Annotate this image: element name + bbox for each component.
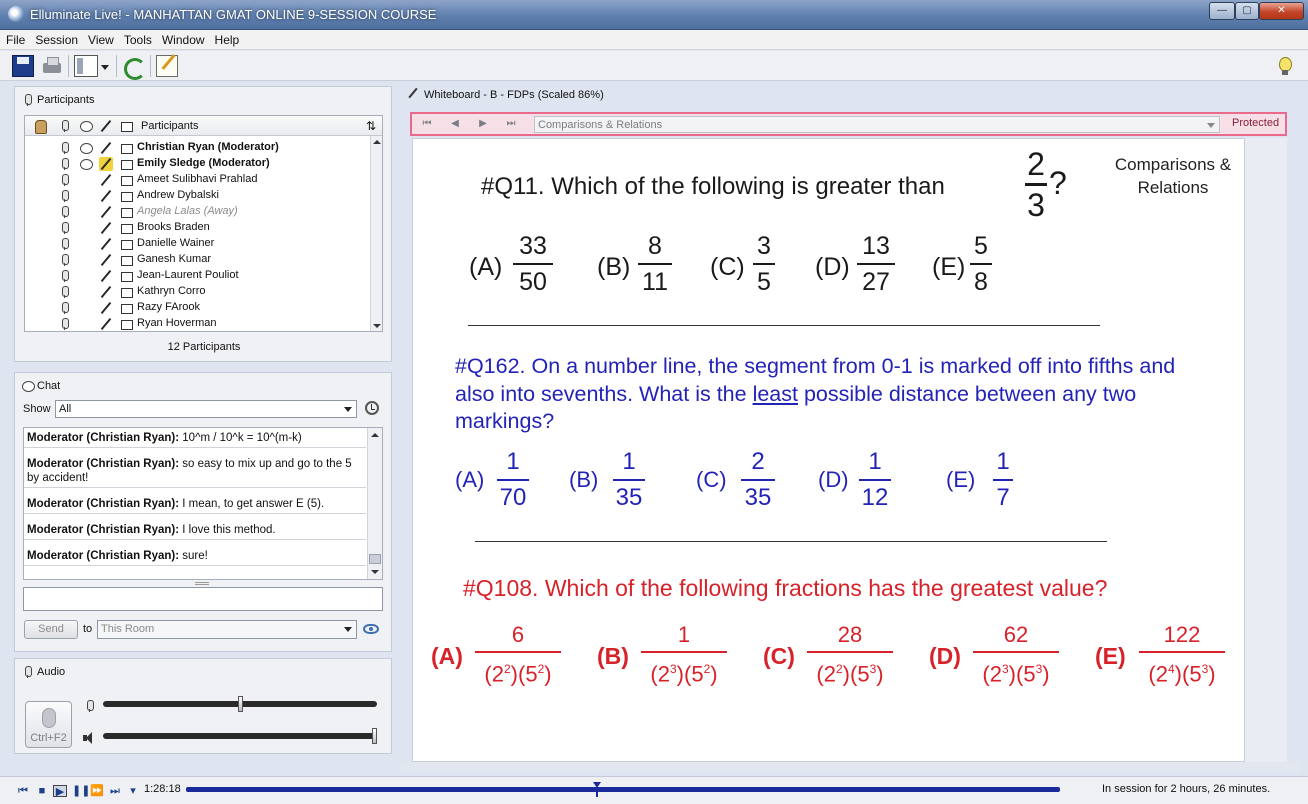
answer-fraction: [497, 447, 529, 513]
toolbar: [0, 51, 1308, 81]
exponent: 3: [1035, 662, 1043, 676]
whiteboard-title: Whiteboard - B - FDPs (Scaled 86%): [424, 89, 604, 101]
fraction-numerator: 28: [837, 622, 863, 647]
whiteboard-pen-icon: [99, 285, 113, 299]
app-share-icon: [119, 317, 133, 331]
fraction-bar: [970, 263, 992, 265]
participant-name: Ameet Sulibhavi Prahlad: [137, 173, 258, 185]
microphone-icon: [58, 205, 72, 219]
exponent: 3: [669, 662, 677, 676]
chat-icon: [79, 119, 93, 133]
audio-header: [21, 665, 65, 678]
fraction-denominator: 50: [519, 268, 547, 296]
answer-option-label: (A): [431, 643, 463, 669]
menu-bar: [0, 30, 1308, 50]
base: 5: [525, 661, 538, 687]
microphone-icon: [58, 237, 72, 251]
app-share-icon: [119, 189, 133, 203]
whiteboard-footer: [400, 762, 1300, 772]
previous-page-icon[interactable]: ◀: [451, 118, 459, 129]
exponent: 3: [1001, 662, 1009, 676]
fraction-denominator: 11: [642, 268, 668, 296]
microphone-icon: [58, 141, 72, 155]
participant-row[interactable]: [25, 220, 370, 236]
audio-panel: [14, 658, 392, 754]
participants-table: [24, 115, 383, 332]
fraction-numerator: 1: [996, 448, 1010, 475]
microphone-icon: [58, 173, 72, 187]
microphone-icon: [58, 269, 72, 283]
microphone-icon: [58, 189, 72, 203]
chat-icon: [79, 141, 93, 155]
maximize-button[interactable]: ▢: [1235, 2, 1259, 20]
base: 5: [691, 661, 704, 687]
topic-line: Comparisons &: [1114, 155, 1232, 174]
q162-text-before: #Q162. On a number line, the segment from 0-1 is marked off into fifths and also into sevenths. What is the: [455, 354, 1176, 406]
audio-title: Audio: [37, 666, 66, 678]
participant-row[interactable]: [25, 316, 370, 332]
whiteboard-header: [408, 88, 604, 101]
topic-label: [1103, 153, 1243, 199]
send-button[interactable]: Send: [24, 620, 78, 639]
chat-sender: Moderator (Christian Ryan):: [27, 458, 180, 470]
whiteboard-pen-icon: [99, 221, 113, 235]
chat-input[interactable]: [23, 587, 383, 611]
answer-fraction: [638, 231, 672, 297]
fraction-bar: [741, 479, 775, 481]
chat-sender: Moderator (Christian Ryan):: [27, 550, 180, 562]
chevron-down-icon[interactable]: ▾: [130, 785, 136, 797]
answer-fraction: [475, 621, 561, 688]
talk-shortcut-label: Ctrl+F2: [30, 732, 67, 744]
exponent: 2: [703, 662, 711, 676]
participant-name: Brooks Braden: [137, 221, 210, 233]
chevron-down-icon: [1207, 123, 1215, 128]
recipient-value: This Room: [101, 623, 155, 635]
answer-option-label: (E): [1095, 643, 1126, 669]
protected-badge: Protected: [1232, 117, 1280, 129]
answer-fraction: [973, 621, 1059, 688]
whiteboard-canvas[interactable]: [412, 138, 1245, 762]
fraction-denominator: 8: [974, 268, 988, 296]
fraction-bar: [753, 263, 775, 265]
base: 2: [491, 661, 504, 687]
exponent: 4: [1167, 662, 1175, 676]
fraction-numerator: 2: [1027, 146, 1045, 182]
fraction-numerator: 1: [677, 622, 691, 647]
whiteboard-margin: [1245, 138, 1287, 762]
next-page-icon[interactable]: ▶: [479, 118, 487, 129]
answer-fraction: [807, 621, 893, 688]
chevron-down-icon: [344, 407, 352, 412]
timeline-thumb[interactable]: [593, 782, 601, 798]
whiteboard-pen-icon: [99, 253, 113, 267]
participant-row[interactable]: [25, 300, 370, 316]
fraction-denominator: $(2^2)(5^2)$: [484, 661, 552, 687]
answer-fraction: [993, 447, 1013, 513]
fraction-numerator: 33: [519, 232, 547, 260]
scroll-down-icon[interactable]: [373, 324, 381, 328]
page-select-value: Comparisons & Relations: [538, 119, 663, 131]
chat-text: 10^m / 10^k = 10^(m-k): [179, 432, 302, 444]
speaker-volume-slider[interactable]: [103, 733, 377, 739]
participant-name: Razy FArook: [137, 301, 200, 313]
to-label: to: [83, 623, 93, 635]
playback-timecode: 1:28:18: [144, 783, 181, 795]
participant-name: Emily Sledge (Moderator): [137, 157, 270, 169]
answer-option-label: (E): [946, 467, 976, 492]
clock-icon[interactable]: [365, 401, 379, 415]
answer-fraction: [857, 231, 895, 297]
page-select[interactable]: [534, 116, 1220, 133]
participants-header: [21, 93, 94, 106]
fraction-denominator: $(2^3)(5^2)$: [650, 661, 718, 687]
base: 5: [857, 661, 870, 687]
answer-option-label: (C): [763, 643, 795, 669]
participant-name: Jean-Laurent Pouliot: [137, 269, 239, 281]
recipient-select[interactable]: [97, 620, 357, 639]
skip-back-icon[interactable]: ⏮: [18, 785, 28, 797]
window-title: Elluminate Live! - MANHATTAN GMAT ONLINE 9-SESSION COURSE: [30, 7, 437, 22]
fraction-numerator: 3: [757, 232, 771, 260]
microphone-icon: [58, 221, 72, 235]
chat-log: [23, 427, 383, 580]
fraction-denominator: 35: [615, 484, 643, 511]
fraction-numerator: 8: [648, 232, 662, 260]
q11-question-mark: ?: [1049, 165, 1067, 201]
skip-forward-icon[interactable]: ⏭: [110, 785, 120, 797]
answer-option-label: (B): [597, 643, 629, 669]
participant-row[interactable]: [25, 204, 370, 220]
participant-row[interactable]: [25, 236, 370, 252]
fraction-numerator: 1: [506, 448, 520, 475]
chat-icon: [79, 157, 93, 171]
topic-line: Relations: [1137, 178, 1209, 197]
notes-icon[interactable]: [156, 55, 178, 77]
toolbar-separator: [68, 55, 69, 77]
show-filter-value: All: [59, 403, 72, 415]
last-page-icon[interactable]: ⏭: [506, 118, 516, 129]
base: 5: [1189, 661, 1202, 687]
chevron-down-icon[interactable]: [101, 65, 109, 70]
participants-title: Participants: [37, 94, 95, 106]
chat-message: [24, 546, 366, 566]
microphone-icon: [58, 285, 72, 299]
q162-underlined-word: least: [752, 381, 798, 406]
minimize-button[interactable]: —: [1209, 2, 1235, 20]
microphone-icon: [21, 665, 31, 676]
participant-name: Ryan Hoverman: [137, 317, 217, 329]
q162-text-after: possible distance between any two markings?: [455, 381, 1137, 433]
participant-name: Angela Lalas (Away): [137, 205, 238, 217]
chat-sender: Moderator (Christian Ryan):: [27, 432, 180, 444]
answer-fraction: [613, 447, 645, 513]
chat-text: so easy to mix up and go to the 5 by accident!: [27, 458, 352, 484]
whiteboard-pen-icon: [99, 317, 113, 331]
participants-icon: [21, 93, 31, 104]
speaker-icon: [81, 731, 95, 745]
toolbar-separator: [150, 55, 151, 77]
fraction-denominator: 5: [757, 268, 771, 296]
base: 5: [1023, 661, 1036, 687]
fraction-denominator: 3: [1027, 187, 1045, 223]
participant-name: Christian Ryan (Moderator): [137, 141, 279, 153]
participants-table-header: [25, 116, 383, 136]
microphone-icon: [58, 317, 72, 331]
chat-text: I mean, to get answer E (5).: [179, 498, 325, 510]
show-label: Show: [23, 403, 51, 415]
fraction-bar: [807, 651, 893, 653]
chat-text: I love this method.: [179, 524, 276, 536]
first-page-icon[interactable]: ⏮: [422, 118, 432, 129]
app-share-icon: [119, 119, 133, 133]
base: 2: [657, 661, 670, 687]
fraction-bar: [641, 651, 727, 653]
session-status: In session for 2 hours, 26 minutes.: [1102, 783, 1271, 795]
app-share-icon: [119, 237, 133, 251]
answer-option-label: (C): [710, 253, 745, 281]
participant-name: Kathryn Corro: [137, 285, 206, 297]
whiteboard-pen-icon: [99, 189, 113, 203]
answer-option-label: (A): [455, 467, 485, 492]
hand-raise-icon[interactable]: [33, 119, 47, 133]
close-button[interactable]: ✕: [1259, 2, 1304, 20]
eye-icon[interactable]: [363, 624, 379, 634]
fraction-bar: [859, 479, 891, 481]
fraction-numerator: 5: [974, 232, 988, 260]
answer-option-label: (B): [569, 467, 599, 492]
participant-row[interactable]: [25, 268, 370, 284]
menu-tools[interactable]: Tools: [123, 33, 152, 47]
fraction-denominator: 27: [862, 268, 890, 296]
slider-thumb[interactable]: [238, 696, 243, 712]
chat-message: [24, 428, 366, 448]
fraction-numerator: 1: [622, 448, 636, 475]
playback-bar: [0, 776, 1308, 804]
microphone-icon: [58, 253, 72, 267]
fraction-bar: [475, 651, 561, 653]
exponent: 3: [1201, 662, 1209, 676]
fraction-numerator: 13: [862, 232, 890, 260]
fraction-denominator: $(2^2)(5^3)$: [816, 661, 884, 687]
scroll-up-icon[interactable]: [371, 433, 379, 437]
menu-window[interactable]: Window: [161, 33, 205, 47]
app-share-icon: [119, 221, 133, 235]
participants-column-header[interactable]: Participants: [141, 120, 199, 132]
toolbar-separator: [116, 55, 117, 77]
lightbulb-icon[interactable]: [1274, 55, 1296, 77]
participant-name: Danielle Wainer: [137, 237, 215, 249]
stop-icon[interactable]: ■: [38, 785, 46, 797]
app-share-icon: [119, 269, 133, 283]
chat-sender: Moderator (Christian Ryan):: [27, 498, 180, 510]
save-icon[interactable]: [12, 55, 34, 77]
scroll-thumb[interactable]: [369, 554, 381, 564]
chat-header: [21, 379, 60, 392]
exponent: 2: [503, 662, 511, 676]
participant-name: Andrew Dybalski: [137, 189, 219, 201]
q11-target-fraction: [1025, 147, 1047, 222]
microphone-icon: [42, 708, 56, 728]
fraction-bar: [973, 651, 1059, 653]
whiteboard-pen-icon: [99, 269, 113, 283]
chat-icon: [21, 379, 31, 390]
answer-option-label: (D): [929, 643, 961, 669]
participant-row[interactable]: [25, 140, 370, 156]
fraction-numerator: 62: [1003, 622, 1029, 647]
participant-name: Ganesh Kumar: [137, 253, 211, 265]
fraction-bar: [513, 263, 553, 265]
fast-forward-icon[interactable]: ⏩: [90, 785, 104, 797]
fraction-bar: [613, 479, 645, 481]
fraction-numerator: 6: [511, 622, 525, 647]
answer-fraction: [1139, 621, 1225, 688]
chat-sender: Moderator (Christian Ryan):: [27, 524, 180, 536]
fraction-numerator: 1: [868, 448, 882, 475]
answer-fraction: [859, 447, 891, 513]
chat-splitter[interactable]: [195, 582, 209, 585]
fraction-denominator: $(2^3)(5^3)$: [982, 661, 1050, 687]
divider-line: [475, 541, 1107, 542]
chat-scrollbar[interactable]: [367, 428, 382, 579]
app-share-icon: [119, 173, 133, 187]
q162-question: [455, 353, 1215, 436]
chevron-down-icon: [344, 627, 352, 632]
base: 2: [823, 661, 836, 687]
participant-row[interactable]: [25, 156, 370, 172]
app-share-icon: [119, 301, 133, 315]
menu-help[interactable]: Help: [214, 33, 240, 47]
base: 2: [1155, 661, 1168, 687]
app-share-icon: [119, 253, 133, 267]
q108-title: #Q108. Which of the following fractions has the greatest value?: [463, 575, 1108, 601]
answer-option-label: (D): [818, 467, 849, 492]
whiteboard-pen-icon: [99, 157, 113, 171]
answer-option-label: (B): [597, 253, 631, 281]
play-icon[interactable]: ▶: [53, 785, 67, 797]
divider-line: [468, 325, 1100, 326]
show-filter-select[interactable]: [55, 400, 357, 418]
layout-icon[interactable]: [74, 55, 98, 77]
answer-option-label: (D): [815, 253, 850, 281]
slider-thumb[interactable]: [372, 728, 377, 744]
q11-title: #Q11. Which of the following is greater than: [481, 173, 945, 200]
whiteboard-pen-icon: [99, 141, 113, 155]
base: 2: [989, 661, 1002, 687]
microphone-volume-slider[interactable]: [103, 701, 377, 707]
elluminate-app-icon: [8, 6, 24, 22]
fraction-denominator: 12: [861, 484, 889, 511]
participants-panel: [14, 86, 392, 362]
microphone-level-icon: [83, 699, 97, 713]
chat-text: sure!: [179, 550, 208, 562]
microphone-icon: [58, 301, 72, 315]
pause-icon[interactable]: ❚❚: [72, 785, 91, 797]
scroll-up-icon[interactable]: [373, 140, 381, 144]
menu-file[interactable]: File: [6, 33, 26, 47]
answer-option-label: (E): [932, 253, 966, 281]
answer-fraction: [970, 231, 992, 297]
app-share-icon: [119, 157, 133, 171]
fraction-denominator: 35: [744, 484, 772, 511]
participant-row[interactable]: [25, 188, 370, 204]
microphone-icon: [58, 157, 72, 171]
answer-fraction: [741, 447, 775, 513]
scroll-down-icon[interactable]: [371, 570, 379, 574]
chat-message: [24, 454, 366, 488]
participant-row[interactable]: [25, 172, 370, 188]
chat-message: [24, 494, 366, 514]
fraction-bar: [1025, 183, 1047, 186]
fraction-denominator: 7: [996, 484, 1010, 511]
fraction-bar: [857, 263, 895, 265]
title-bar: [0, 0, 1308, 30]
exponent: 3: [869, 662, 877, 676]
whiteboard-pen-icon: [99, 237, 113, 251]
answer-fraction: [753, 231, 775, 297]
fraction-bar: [638, 263, 672, 265]
chat-message: [24, 520, 366, 540]
app-share-icon: [119, 285, 133, 299]
menu-view[interactable]: View: [88, 33, 114, 47]
fraction-bar: [497, 479, 529, 481]
fraction-bar: [993, 479, 1013, 481]
exponent: 2: [835, 662, 843, 676]
answer-option-label: (A): [469, 253, 503, 281]
whiteboard-pen-icon: [99, 173, 113, 187]
exponent: 2: [537, 662, 545, 676]
answer-option-label: (C): [696, 467, 727, 492]
fraction-bar: [1139, 651, 1225, 653]
whiteboard-pen-icon: [99, 119, 113, 133]
app-share-icon: [119, 141, 133, 155]
fraction-numerator: 2: [751, 448, 765, 475]
answer-fraction: [513, 231, 553, 297]
participant-row[interactable]: [25, 252, 370, 268]
whiteboard-pen-icon: [99, 205, 113, 219]
participants-scrollbar[interactable]: [370, 136, 383, 332]
playback-timeline[interactable]: [186, 787, 1060, 792]
chat-panel: [14, 372, 392, 652]
menu-session[interactable]: Session: [35, 33, 79, 47]
chat-title: Chat: [37, 380, 61, 392]
app-share-icon: [119, 205, 133, 219]
sync-icon[interactable]: [122, 55, 144, 77]
fraction-numerator: 122: [1163, 622, 1201, 647]
fraction-denominator: 70: [499, 484, 527, 511]
whiteboard-navigation: [410, 112, 1287, 136]
talk-button[interactable]: [25, 701, 72, 748]
whiteboard-pen-icon: [99, 301, 113, 315]
whiteboard-pen-icon: [408, 88, 418, 98]
participant-count: 12 Participants: [167, 341, 241, 353]
participant-row[interactable]: [25, 284, 370, 300]
microphone-icon: [58, 119, 72, 133]
sort-icon[interactable]: ⇅: [366, 119, 377, 133]
print-icon[interactable]: [41, 55, 63, 77]
fraction-denominator: $(2^4)(5^3)$: [1148, 661, 1216, 687]
answer-fraction: [641, 621, 727, 688]
